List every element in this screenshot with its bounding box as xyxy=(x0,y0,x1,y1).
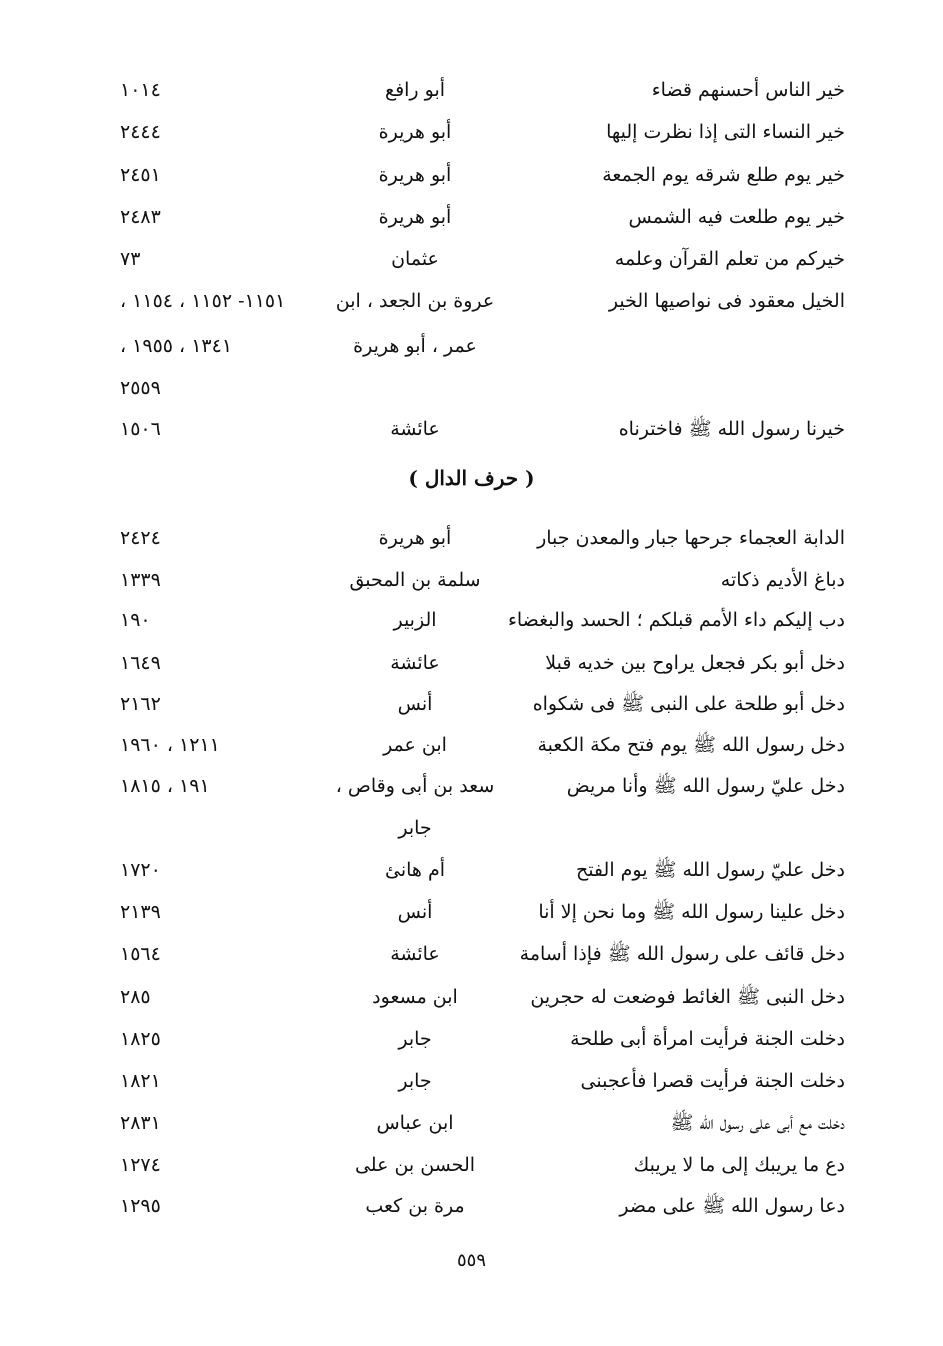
reference-numbers: ١٥٦٤ xyxy=(120,943,161,965)
reference-numbers: ١١٥١- ١١٥٢ ، ١١٥٤ ، xyxy=(120,290,286,312)
reference-numbers: ١٢٩٥ xyxy=(120,1195,161,1217)
narrator: عائشة xyxy=(390,652,440,674)
reference-numbers: ٢٤٢٤ xyxy=(120,527,161,549)
narrator: أنس xyxy=(397,901,433,923)
narrator: عثمان xyxy=(391,248,439,270)
reference-numbers: ١٥٠٦ xyxy=(120,418,161,440)
index-row xyxy=(120,1147,845,1183)
hadith-text: دباغ الأديم ذكاته xyxy=(720,569,845,591)
index-row xyxy=(120,283,845,319)
index-row xyxy=(120,1105,845,1141)
index-row xyxy=(120,602,845,638)
narrator: ابن عمر xyxy=(383,734,447,756)
index-row xyxy=(120,1021,845,1057)
reference-numbers: ٢١٣٩ xyxy=(120,901,161,923)
index-row xyxy=(120,979,845,1015)
hadith-text: خيركم من تعلم القرآن وعلمه xyxy=(614,248,845,270)
reference-numbers: ١٨٢٥ xyxy=(120,1028,161,1050)
index-row xyxy=(120,768,845,804)
hadith-text: دخل قائف على رسول الله ﷺ فإذا أسامة xyxy=(519,943,845,965)
narrator: عمر ، أبو هريرة xyxy=(353,335,477,357)
hadith-text: دب إليكم داء الأمم قبلكم ؛ الحسد والبغضاء xyxy=(507,609,845,631)
narrator: ابن عباس xyxy=(376,1112,454,1134)
narrator: أنس xyxy=(397,693,433,715)
reference-numbers: ٢٥٥٩ xyxy=(120,377,161,399)
index-row xyxy=(120,241,845,277)
reference-numbers: ٢٤٤٤ xyxy=(120,121,161,143)
index-row xyxy=(120,562,845,598)
reference-numbers: ٧٣ xyxy=(120,248,141,270)
reference-numbers: ١٠١٤ xyxy=(120,79,161,101)
hadith-text: دخل علينا رسول الله ﷺ وما نحن إلا أنا xyxy=(538,901,845,923)
narrator: جابر xyxy=(398,817,432,839)
index-row xyxy=(120,894,845,930)
index-row xyxy=(120,852,845,888)
hadith-text: دع ما يريبك إلى ما لا يريبك xyxy=(633,1154,845,1176)
narrator: عروة بن الجعد ، ابن xyxy=(335,290,495,312)
hadith-text: دخل أبو بكر فجعل يراوح بين خديه قبلا xyxy=(545,652,845,674)
narrator: الزبير xyxy=(393,609,437,631)
reference-numbers: ٢٤٨٣ xyxy=(120,206,161,228)
narrator: سعد بن أبى وقاص ، xyxy=(335,775,495,797)
index-row xyxy=(120,645,845,681)
narrator: عائشة xyxy=(390,943,440,965)
hadith-text: خير الناس أحسنهم قضاء xyxy=(651,79,845,101)
hadith-text: دخلت الجنة فرأيت امرأة أبى طلحة xyxy=(570,1028,845,1050)
narrator: مرة بن كعب xyxy=(365,1195,465,1217)
reference-numbers: ٢٨٣١ xyxy=(120,1112,161,1134)
narrator: أبو هريرة xyxy=(378,206,452,228)
index-row xyxy=(120,328,845,364)
index-row xyxy=(120,114,845,150)
index-row xyxy=(120,1188,845,1224)
index-row xyxy=(120,72,845,108)
narrator: عائشة xyxy=(390,418,440,440)
hadith-text: دعا رسول الله ﷺ على مضر xyxy=(619,1195,845,1217)
hadith-text: دخلت الجنة فرأيت قصرا فأعجبنى xyxy=(580,1070,845,1092)
reference-numbers: ١٢٧٤ xyxy=(120,1154,161,1176)
hadith-text: دخل أبو طلحة على النبى ﷺ فى شكواه xyxy=(532,693,845,715)
hadith-text: خير يوم طلعت فيه الشمس xyxy=(628,206,845,228)
hadith-text: دخل رسول الله ﷺ يوم فتح مكة الكعبة xyxy=(537,734,845,756)
narrator: سلمة بن المحبق xyxy=(349,569,481,591)
narrator: جابر xyxy=(398,1070,432,1092)
reference-numbers: ٢٨٥ xyxy=(120,986,151,1008)
section-heading: ( حرف الدال ) xyxy=(408,466,535,490)
index-row xyxy=(120,686,845,722)
index-row xyxy=(120,411,845,447)
index-row xyxy=(120,1063,845,1099)
index-row xyxy=(120,727,845,763)
index-row xyxy=(120,157,845,193)
hadith-text: دخل النبى ﷺ الغائط فوضعت له حجرين xyxy=(530,986,845,1008)
reference-numbers: ١٧٢٠ xyxy=(120,859,161,881)
narrator: أبو هريرة xyxy=(378,527,452,549)
hadith-text: الخيل معقود فى نواصيها الخير xyxy=(608,290,845,312)
narrator: جابر xyxy=(398,1028,432,1050)
reference-numbers: ١٩٠ xyxy=(120,609,151,631)
hadith-text: خير يوم طلع شرقه يوم الجمعة xyxy=(602,164,845,186)
hadith-text: الدابة العجماء جرحها جبار والمعدن جبار xyxy=(537,527,845,549)
index-row xyxy=(120,936,845,972)
narrator: أبو رافع xyxy=(384,79,446,101)
reference-numbers: ١٩١ ، ١٨١٥ xyxy=(120,775,210,797)
index-row xyxy=(120,810,845,846)
reference-numbers: ١٣٤١ ، ١٩٥٥ ، xyxy=(120,335,233,357)
hadith-text: دخلت مع أبى على رسول الله ﷺ xyxy=(670,1112,845,1134)
reference-numbers: ١٨٢١ xyxy=(120,1070,161,1092)
hadith-text: خير النساء التى إذا نظرت إليها xyxy=(606,121,845,143)
reference-numbers: ١٢١١ ، ١٩٦٠ xyxy=(120,734,220,756)
reference-numbers: ٢١٦٢ xyxy=(120,693,161,715)
narrator: أبو هريرة xyxy=(378,121,452,143)
reference-numbers: ٢٤٥١ xyxy=(120,164,161,186)
index-row xyxy=(120,199,845,235)
narrator: الحسن بن على xyxy=(354,1154,476,1176)
narrator: ابن مسعود xyxy=(372,986,458,1008)
hadith-text: دخل عليّ رسول الله ﷺ يوم الفتح xyxy=(575,859,845,881)
index-row xyxy=(120,370,845,406)
narrator: أبو هريرة xyxy=(378,164,452,186)
reference-numbers: ١٦٤٩ xyxy=(120,652,161,674)
hadith-text: دخل عليّ رسول الله ﷺ وأنا مريض xyxy=(566,775,845,797)
reference-numbers: ١٣٣٩ xyxy=(120,569,161,591)
hadith-text: خيرنا رسول الله ﷺ فاخترناه xyxy=(618,418,845,440)
index-row xyxy=(120,520,845,556)
page-number: ٥٥٩ xyxy=(456,1250,486,1271)
narrator: أم هانئ xyxy=(384,859,445,881)
